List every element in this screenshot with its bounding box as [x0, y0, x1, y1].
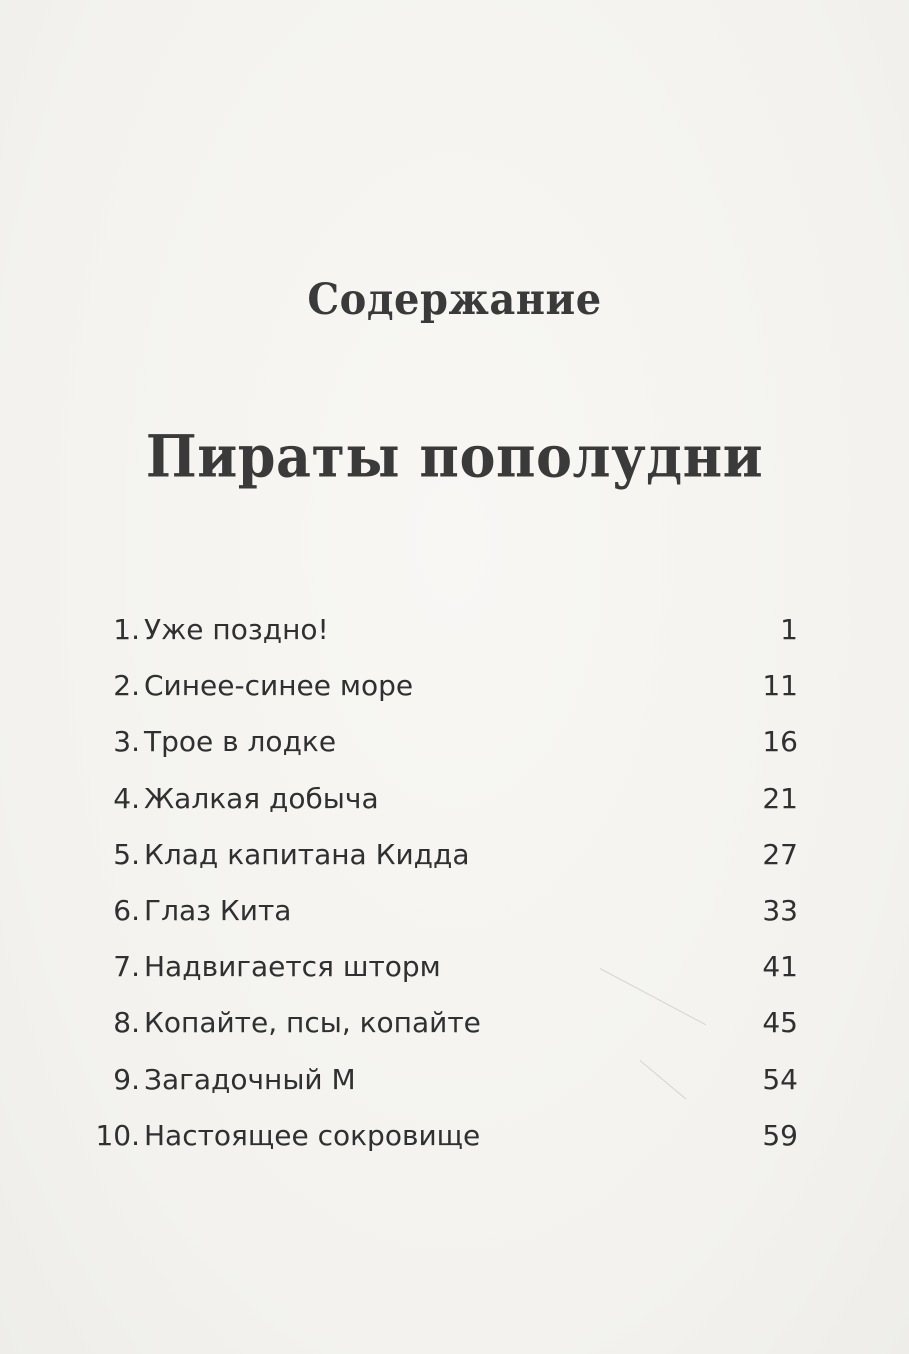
toc-entry-number: 3.: [113, 725, 140, 759]
toc-entry: [90, 771, 802, 827]
toc-entry-number: 9.: [113, 1062, 140, 1096]
toc-entry-page: 16: [762, 725, 798, 759]
toc-entry-number: 7.: [113, 950, 140, 984]
toc-entry-title: Надвигается шторм: [144, 950, 441, 984]
toc-entry-page: 33: [762, 893, 798, 927]
toc-entry-page: 21: [762, 781, 798, 815]
toc-entry: [90, 602, 802, 658]
toc-entry-title: Трое в лодке: [144, 725, 337, 759]
toc-entry-page: 27: [762, 837, 798, 871]
toc-entry: [90, 658, 802, 714]
toc-entry-title: Клад капитана Кидда: [144, 837, 470, 871]
toc-entry: [90, 1108, 802, 1164]
toc-entry-number: 10.: [95, 1118, 140, 1152]
toc-entry: [90, 883, 802, 939]
toc-entry-title: Загадочный М: [144, 1062, 356, 1096]
toc-entry: [90, 939, 802, 995]
toc-entry-page: 11: [762, 669, 798, 703]
toc-entry-title: Глаз Кита: [144, 893, 292, 927]
toc-entry: [90, 1052, 802, 1108]
toc-entry-number: 2.: [113, 669, 140, 703]
toc-entry-number: 8.: [113, 1006, 140, 1040]
toc-entry-page: 59: [762, 1118, 798, 1152]
toc-entry-page: 41: [762, 950, 798, 984]
toc-entry-title: Копайте, псы, копайте: [144, 1006, 481, 1040]
table-of-contents: [90, 602, 802, 1164]
toc-entry: [90, 827, 802, 883]
toc-entry-number: 5.: [113, 837, 140, 871]
toc-entry-number: 1.: [113, 613, 140, 646]
toc-entry-page: 1: [780, 613, 798, 646]
toc-entry-title: Жалкая добыча: [144, 781, 379, 815]
toc-entry-title: Уже поздно!: [144, 613, 329, 646]
toc-entry-title: Синее-синее море: [144, 669, 414, 703]
toc-entry: [90, 995, 802, 1051]
toc-entry-title: Настоящее сокровище: [144, 1118, 481, 1152]
toc-entry: [90, 714, 802, 770]
toc-entry-number: 4.: [113, 781, 140, 815]
toc-entry-page: 45: [762, 1006, 798, 1040]
book-title: Пираты пополудни: [145, 421, 764, 491]
toc-entry-page: 54: [762, 1062, 798, 1096]
toc-entry-number: 6.: [113, 893, 140, 927]
contents-heading: Содержание: [307, 274, 602, 325]
